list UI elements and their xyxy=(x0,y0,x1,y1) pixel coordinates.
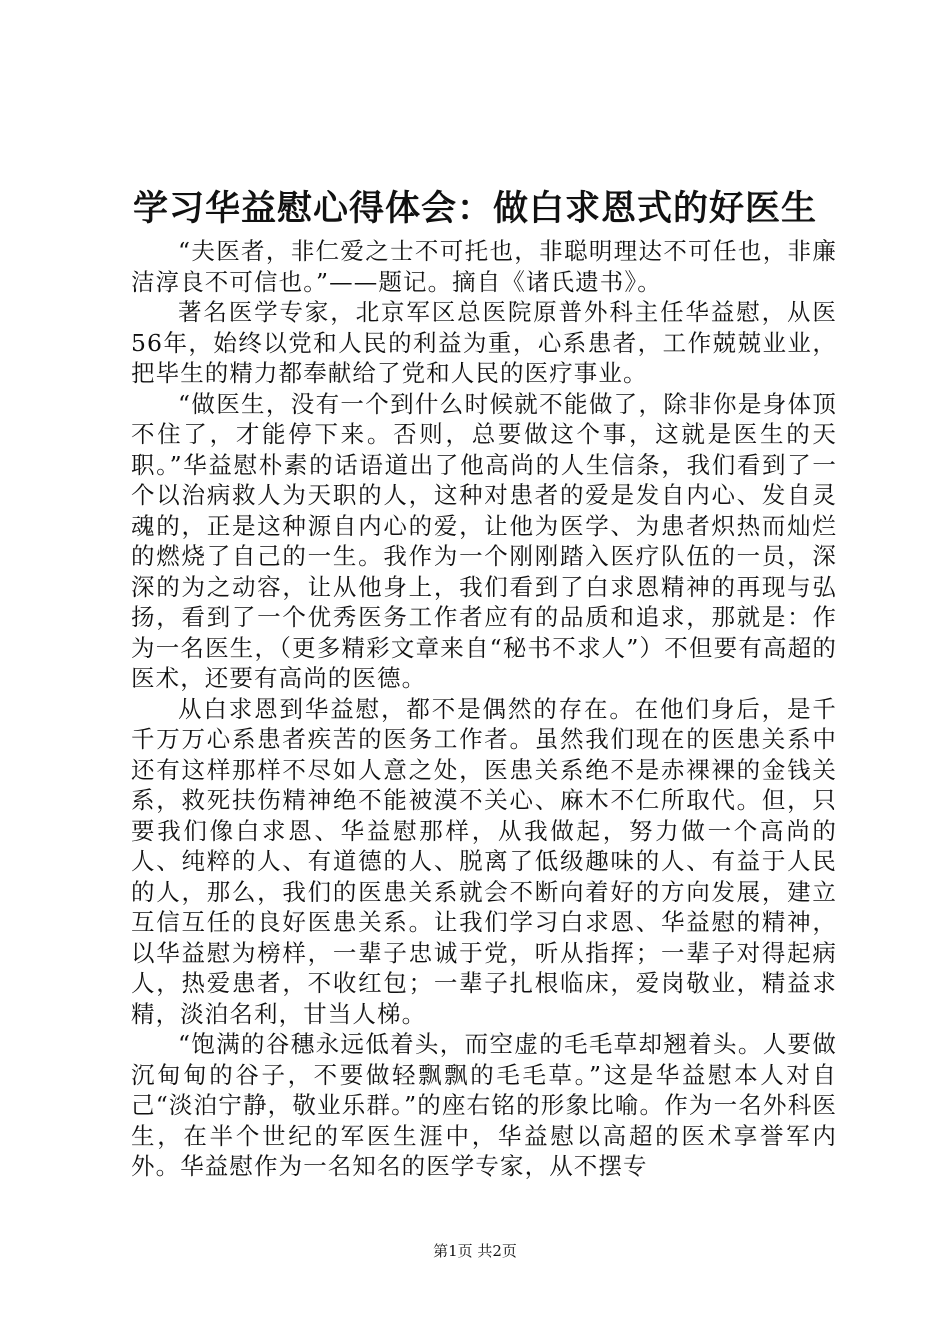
document-body xyxy=(131,236,837,1182)
page-number-footer: 第1页 共2页 xyxy=(433,1242,517,1260)
paragraph-doctor-patient-relations: 从白求恩到华益慰，都不是偶然的存在。在他们身后，是千千万万心系患者疾苦的医务工作者。虽然我们现在的医患关系中还有这样那样不尽如人意之处，医患关系绝不是赤裸裸的金钱关系，救死扶伤精神绝不能被漠不关心、麻木不仁所取代。但，只要我们像白求恩、华益慰那样，从我做起，努力做一个高尚的人、纯粹的人、有道德的人、脱离了低级趣味的人、有益于人民的人，那么，我们的医患关系就会不断向着好的方向发展，建立互信互任的良好医患关系。让我们学习白求恩、华益慰的精神，以华益慰为榜样，一辈子忠诚于党，听从指挥；一辈子对得起病人，热爱患者，不收红包；一辈子扎根临床，爱岗敬业，精益求精，淡泊名利，甘当人梯。 xyxy=(131,694,837,1028)
page-title: 学习华益慰心得体会：做白求恩式的好医生 xyxy=(132,188,817,229)
paragraph-doctor-duty: “做医生，没有一个到什么时候就不能做了，除非你是身体顶不住了，才能停下来。否则，总要做这个事，这就是医生的天职。”华益慰朴素的话语道出了他高尚的人生信条，我们看到了一个以治病救人为天职的人，这种对患者的爱是发自内心、发自灵魂的，正是这种源自内心的爱，让他为医学、为患者炽热而灿烂的燃烧了自己的一生。我作为一个刚刚踏入医疗队伍的一员，深深的为之动容，让从他身上，我们看到了白求恩精神的再现与弘扬，看到了一个优秀医务工作者应有的品质和追求，那就是：作为一名医生，（更多精彩文章来自“秘书不求人”）不但要有高超的医术，还要有高尚的医德。 xyxy=(131,389,837,692)
paragraph-introduction: 著名医学专家，北京军区总医院原普外科主任华益慰，从医56年，始终以党和人民的利益为重，心系患者，工作兢兢业业，把毕生的精力都奉献给了党和人民的医疗事业。 xyxy=(131,298,837,387)
paragraph-epigraph: “夫医者，非仁爱之士不可托也，非聪明理达不可任也，非廉洁淳良不可信也。”——题记。摘自《诸氏遗书》。 xyxy=(131,237,837,296)
paragraph-grain-metaphor: “饱满的谷穗永远低着头，而空虚的毛毛草却翘着头。人要做沉甸甸的谷子，不要做轻飘飘的毛毛草。”这是华益慰本人对自己“淡泊宁静，敬业乐群。”的座右铭的形象比喻。作为一名外科医生，在半个世纪的军医生涯中，华益慰以高超的医术享誉军内外。华益慰作为一名知名的医学专家，从不摆专 xyxy=(131,1030,837,1180)
